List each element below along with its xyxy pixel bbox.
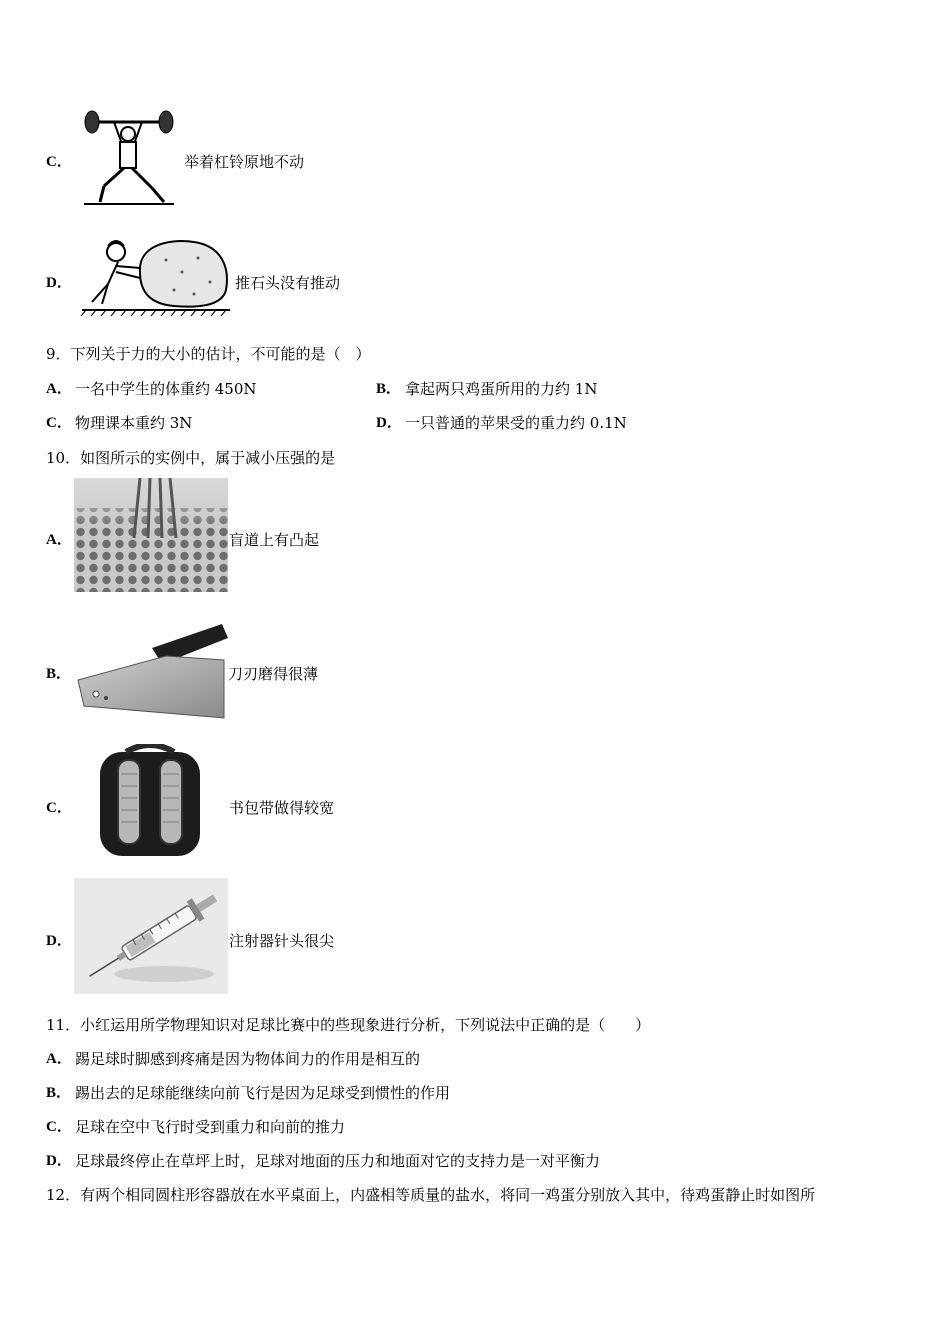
q8-option-d-label: D． <box>46 275 72 291</box>
q12-stem: 12．有两个相同圆柱形容器放在水平桌面上，内盛相等质量的盐水，将同一鸡蛋分别放入其中，待鸡蛋静止时如图所 <box>46 1186 816 1204</box>
q10-option-b-label: B． <box>46 666 72 682</box>
q11-option-d-label: D． <box>46 1153 72 1169</box>
q9-option-a-label: A． <box>46 381 72 397</box>
cleaver-knife-photo <box>74 620 228 720</box>
q9-option-a-text: 一名中学生的体重约 450N <box>75 380 257 398</box>
q9-option-c-label: C． <box>46 415 72 431</box>
backpack-photo <box>96 744 204 858</box>
q9-option-b-text: 拿起两只鸡蛋所用的力约 1N <box>405 380 598 398</box>
pushing-rock-figure <box>78 232 232 320</box>
q10-option-a-text: 盲道上有凸起 <box>229 531 320 549</box>
q11-option-b-text: 踢出去的足球能继续向前飞行是因为足球受到惯性的作用 <box>75 1084 451 1102</box>
weightlifter-figure <box>78 108 180 208</box>
q11-option-a-label: A． <box>46 1051 72 1067</box>
q10-option-a-label: A． <box>46 532 72 548</box>
q9-option-c-text: 物理课本重约 3N <box>75 414 193 432</box>
q8-option-c-label: C． <box>46 154 72 170</box>
q10-option-d-label: D． <box>46 933 72 949</box>
q8-option-d-text: 推石头没有推动 <box>235 274 341 292</box>
q11-option-c-label: C． <box>46 1119 72 1135</box>
q11-stem: 11．小红运用所学物理知识对足球比赛中的些现象进行分析，下列说法中正确的是（ ） <box>46 1016 651 1034</box>
q10-option-c-text: 书包带做得较宽 <box>229 799 335 817</box>
q9-option-b-label: B． <box>376 381 402 397</box>
q11-option-a-text: 踢足球时脚感到疼痛是因为物体间力的作用是相互的 <box>75 1050 421 1068</box>
q10-option-b-text: 刀刃磨得很薄 <box>228 665 319 683</box>
q11-option-c-text: 足球在空中飞行时受到重力和向前的推力 <box>75 1118 346 1136</box>
q9-option-d-label: D． <box>376 415 402 431</box>
q10-option-d-text: 注射器针头很尖 <box>229 932 335 950</box>
tactile-paving-photo <box>74 478 228 592</box>
q9-option-d-text: 一只普通的苹果受的重力约 0.1N <box>405 414 627 432</box>
q9-stem: 9．下列关于力的大小的估计，不可能的是（ ） <box>46 345 371 363</box>
q11-option-b-label: B． <box>46 1085 72 1101</box>
syringe-photo <box>74 878 228 994</box>
q10-option-c-label: C． <box>46 800 72 816</box>
q8-option-c-text: 举着杠铃原地不动 <box>184 153 305 171</box>
q11-option-d-text: 足球最终停止在草坪上时，足球对地面的压力和地面对它的支持力是一对平衡力 <box>75 1152 601 1170</box>
q10-stem: 10．如图所示的实例中，属于减小压强的是 <box>46 449 336 467</box>
